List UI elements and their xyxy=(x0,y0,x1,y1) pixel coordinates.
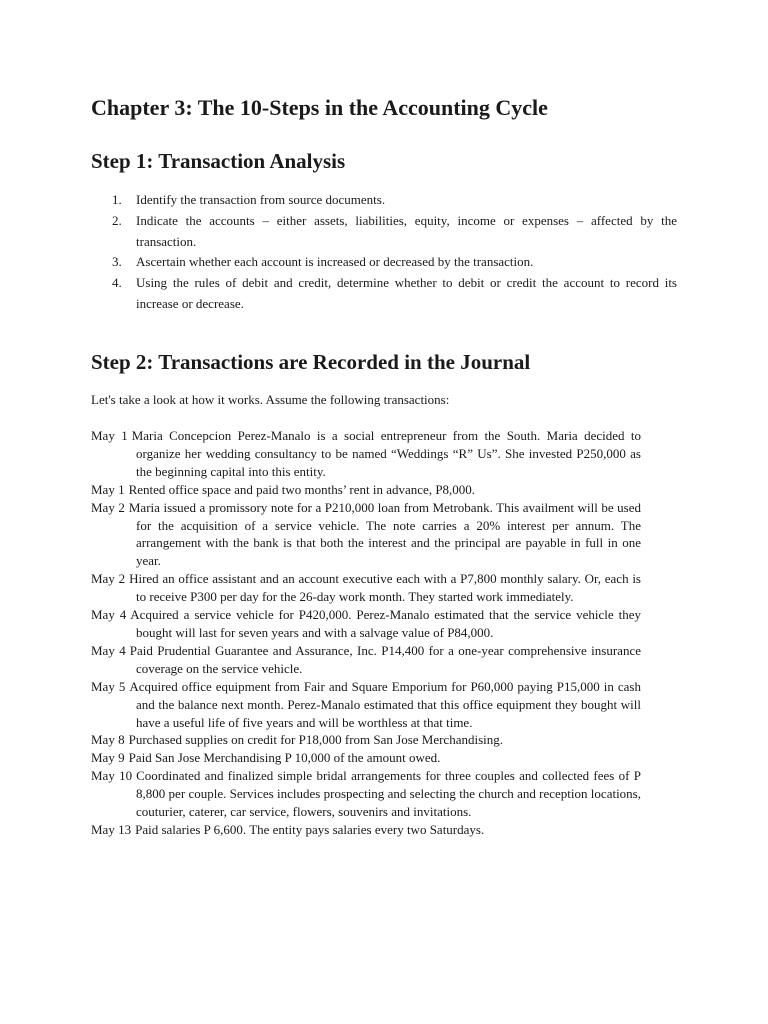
list-item-text: Indicate the accounts – either assets, liabilities, equity, income or expenses – affected by the transaction. xyxy=(136,212,677,249)
transaction-text: Acquired office equipment from Fair and Square Emporium for P60,000 paying P15,000 in cash and the balance next month. Perez-Manalo estimated that this office equipment they bought will have a useful life of five years and will be worthless at that time. xyxy=(129,678,641,730)
transaction-text: Purchased supplies on credit for P18,000 from San Jose Merchandising. xyxy=(128,732,504,748)
chapter-title: Chapter 3: The 10-Steps in the Accounting Cycle xyxy=(91,95,548,120)
list-item-text: Identify the transaction from source documents. xyxy=(136,192,386,207)
transaction-date: May 13 xyxy=(91,821,132,837)
transaction-entry xyxy=(91,767,641,821)
transaction-date: May 2 xyxy=(91,499,125,515)
transaction-list xyxy=(91,427,641,839)
transaction-text: Paid salaries P 6,600. The entity pays salaries every two Saturdays. xyxy=(135,821,485,837)
step2-intro: Let's take a look at how it works. Assume the following transactions: xyxy=(91,392,450,407)
transaction-date: May 1 xyxy=(91,481,125,497)
transaction-date: May 9 xyxy=(91,750,125,766)
transaction-date: May 1 xyxy=(91,428,128,443)
transaction-entry xyxy=(91,731,641,749)
list-item-number: 3. xyxy=(112,254,122,270)
transaction-date: May 4 xyxy=(91,607,127,623)
transaction-text: Maria Concepcion Perez-Manalo is a social entrepreneur from the South. Maria decided to organize her wedding consultancy to be named “Weddings “R” Us”. She invested P250,000 as the beginning capital into this entity. xyxy=(131,428,641,479)
transaction-text: Maria issued a promissory note for a P210,000 loan from Metrobank. This availment will be used for the acquisition of a service vehicle. The note carries a 20% interest per annum. The arrangement with the bank is that both the interest and the principal are payable in full in one year. xyxy=(128,499,641,569)
list-item-text: Using the rules of debit and credit, determine whether to debit or credit the account to record its increase or decrease. xyxy=(136,275,677,311)
transaction-text: Paid San Jose Merchandising P 10,000 of the amount owed. xyxy=(128,750,441,766)
list-item-text: Ascertain whether each account is increased or decreased by the transaction. xyxy=(136,254,534,270)
transaction-text: Coordinated and finalized simple bridal arrangements for three couples and collected fees of P 8,800 per couple. Services includes prospecting and selecting the church and reception locations, couturier, caterer, car service, flowers, souvenirs and invitations. xyxy=(136,768,641,820)
transaction-entry xyxy=(91,481,641,499)
step1-heading: Step 1: Transaction Analysis xyxy=(91,149,346,173)
step2-heading: Step 2: Transactions are Recorded in the Journal xyxy=(91,350,531,374)
list-item-number: 1. xyxy=(112,192,122,207)
transaction-entry xyxy=(91,821,641,839)
transaction-date: May 10 xyxy=(91,768,133,784)
list-item xyxy=(91,190,677,211)
transaction-text: Rented office space and paid two months’ rent in advance, P8,000. xyxy=(128,481,476,497)
transaction-entry xyxy=(91,570,641,606)
transaction-entry xyxy=(91,642,641,678)
transaction-date: May 2 xyxy=(91,571,126,587)
list-item-number: 4. xyxy=(112,275,122,291)
transaction-entry xyxy=(91,499,641,571)
transaction-text: Acquired a service vehicle for P420,000. Perez-Manalo estimated that the service vehicle they bought will last for seven years and with a salvage value of P84,000. xyxy=(130,607,641,640)
transaction-entry xyxy=(91,749,641,767)
step1-list xyxy=(91,190,677,315)
list-item xyxy=(91,273,677,315)
list-item xyxy=(91,211,677,253)
transaction-text: Paid Prudential Guarantee and Assurance, Inc. P14,400 for a one-year comprehensive insurance coverage on the service vehicle. xyxy=(129,642,641,676)
transaction-date: May 5 xyxy=(91,678,126,694)
transaction-text: Hired an office assistant and an account executive each with a P7,800 monthly salary. Or, each is to receive P300 per day for the 26-day work month. They started work immediately. xyxy=(129,571,641,605)
transaction-entry xyxy=(91,606,641,642)
transaction-date: May 8 xyxy=(91,732,125,748)
transaction-entry xyxy=(91,427,641,481)
list-item xyxy=(91,252,677,273)
transaction-entry xyxy=(91,678,641,732)
list-item-number: 2. xyxy=(112,212,122,228)
transaction-date: May 4 xyxy=(91,642,126,658)
